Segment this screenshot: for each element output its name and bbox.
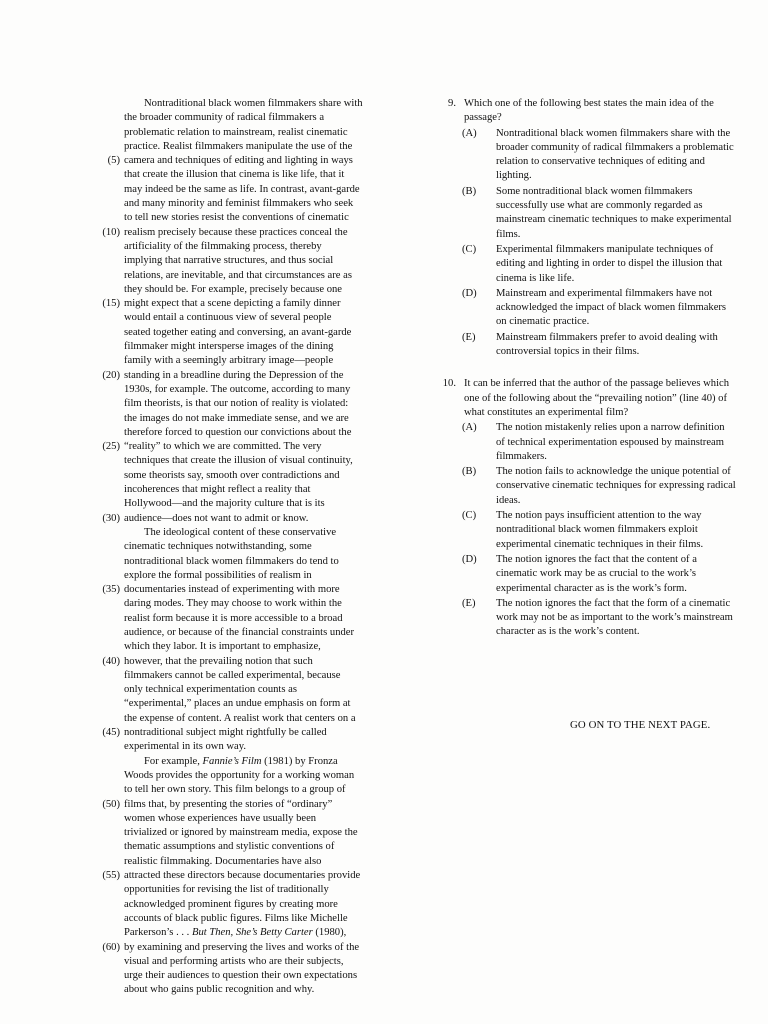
passage-line — [84, 369, 404, 383]
line-text — [124, 197, 353, 211]
line-text-segment: implying that narrative structures, and thus social — [124, 255, 334, 267]
line-text — [124, 354, 333, 368]
passage-line — [84, 211, 404, 225]
line-number: (60) — [102, 941, 120, 953]
line-text-segment: filmmaker might intersperse images of the dining — [124, 341, 334, 353]
passage-line — [84, 740, 404, 754]
line-number: (50) — [102, 798, 120, 810]
line-text — [124, 969, 357, 983]
passage-line — [84, 311, 404, 325]
line-text-segment: practice. Realist filmmakers manipulate the use of the — [124, 140, 353, 152]
passage-line — [84, 97, 404, 111]
line-text — [124, 440, 321, 454]
answer-choice[interactable] — [436, 553, 736, 596]
passage-line — [84, 354, 404, 368]
passage-line — [84, 383, 404, 397]
answer-choice[interactable] — [436, 421, 736, 464]
line-text-segment: only technical experimentation counts as — [124, 684, 297, 696]
line-text — [124, 640, 321, 654]
passage-line — [84, 855, 404, 869]
passage-line — [84, 140, 404, 154]
line-text — [124, 941, 359, 955]
line-text — [124, 126, 348, 140]
line-text — [124, 855, 321, 869]
passage-line — [84, 683, 404, 697]
question-stem — [436, 97, 736, 126]
line-text-segment: attracted these directors because documentaries provide — [124, 870, 361, 882]
line-text — [124, 697, 351, 711]
line-text-segment: documentaries instead of experimenting with more — [124, 584, 340, 596]
choice-text: The notion ignores the fact that the form of a cinematic work may not be as important to the work’s mainstream character as is the work’s content. — [496, 597, 733, 638]
line-text-segment: Nontraditional black women filmmakers share with — [144, 98, 363, 109]
answer-choice[interactable] — [436, 185, 736, 242]
line-number: (30) — [102, 512, 120, 524]
line-text — [124, 955, 343, 969]
line-text-segment: nontraditional black women filmmakers do tend to — [124, 555, 339, 567]
line-text-segment: “reality” to which we are committed. The very — [124, 441, 322, 453]
line-text-segment: filmmakers cannot be called experimental, because — [124, 669, 341, 681]
line-number: (55) — [102, 870, 120, 882]
line-text — [124, 926, 346, 940]
line-text — [124, 612, 343, 626]
line-number: (15) — [102, 298, 120, 310]
passage-line — [84, 540, 404, 554]
passage-line — [84, 254, 404, 268]
passage-line — [84, 840, 404, 854]
passage-line — [84, 955, 404, 969]
line-text-segment: (1981) by Fronza — [261, 755, 338, 767]
passage-line — [84, 755, 404, 769]
passage-line — [84, 926, 404, 940]
line-text — [124, 311, 331, 325]
question-text: It can be inferred that the author of the passage believes which one of the following about the “prevailing notion” (line 40) of what constitutes an experimental film? — [464, 378, 730, 418]
answer-choice[interactable] — [436, 509, 736, 552]
line-text — [124, 869, 360, 883]
line-text-segment: therefore forced to question our convictions about the — [124, 426, 352, 438]
answer-choice[interactable] — [436, 465, 736, 508]
line-text-segment: Woods provides the opportunity for a working woman — [124, 769, 355, 781]
passage-line — [84, 655, 404, 669]
passage-line — [84, 111, 404, 125]
choice-text: The notion pays insufficient attention to the way nontraditional black women filmmakers exploit experimental cinematic techniques in their films. — [496, 510, 704, 550]
question-9 — [436, 97, 736, 359]
passage-line — [84, 555, 404, 569]
line-text — [124, 712, 356, 726]
passage-line — [84, 769, 404, 783]
passage-line — [84, 626, 404, 640]
film-title: But Then, She’s Betty Carter — [191, 927, 313, 939]
line-text-segment: that create the illusion that cinema is like life, that it — [124, 169, 345, 181]
line-text-segment: 1930s, for example. The outcome, according to many — [124, 383, 351, 395]
line-text-segment: problematic relation to mainstream, realist cinematic — [124, 126, 348, 138]
line-text-segment: The ideological content of these conservative — [144, 526, 337, 538]
line-text — [124, 397, 348, 411]
choice-text: Some nontraditional black women filmmakers successfully use what are commonly regarded as mainstream cinematic techniques to make experimental films. — [496, 185, 732, 240]
line-text-segment: trivialized or ignored by mainstream media, expose the — [124, 827, 358, 839]
line-text-segment: may indeed be the same as life. In contrast, avant-garde — [124, 183, 360, 195]
choice-letter: (A) — [462, 422, 477, 434]
line-text-segment: the broader community of radical filmmakers a — [124, 112, 325, 124]
line-text-segment: the expense of content. A realist work that centers on a — [124, 712, 356, 724]
line-text — [124, 726, 327, 740]
passage-line — [84, 512, 404, 526]
passage-line — [84, 798, 404, 812]
line-text — [124, 798, 332, 812]
line-text-segment: would entail a continuous view of several people — [124, 312, 332, 324]
line-number: (45) — [102, 727, 120, 739]
line-text — [124, 583, 340, 597]
passage-line — [84, 826, 404, 840]
passage-line — [84, 969, 404, 983]
line-text — [124, 168, 344, 182]
line-text-segment: cinematic techniques notwithstanding, some — [124, 541, 312, 553]
line-text-segment: standing in a breadline during the Depression of the — [124, 369, 344, 381]
line-text — [124, 812, 316, 826]
line-text — [124, 426, 351, 440]
passage-line — [84, 697, 404, 711]
line-text — [124, 540, 312, 554]
choice-letter: (E) — [462, 331, 476, 343]
passage-line — [84, 226, 404, 240]
line-text — [124, 283, 342, 297]
choice-letter: (C) — [462, 510, 477, 522]
line-text — [124, 154, 353, 168]
film-title: Fannie’s Film — [202, 755, 262, 767]
line-text-segment: techniques that create the illusion of visual continuity, — [124, 455, 353, 467]
passage-line — [84, 469, 404, 483]
line-text — [124, 769, 354, 783]
line-text — [124, 840, 334, 854]
line-text-segment: by examining and preserving the lives and works of the — [124, 941, 360, 953]
passage-line — [84, 812, 404, 826]
passage-line — [84, 397, 404, 411]
passage-line — [84, 669, 404, 683]
line-text — [124, 626, 354, 640]
line-number: (35) — [102, 584, 120, 596]
passage-line — [84, 326, 404, 340]
go-on-notice: GO ON TO THE NEXT PAGE. — [570, 719, 711, 731]
line-text — [124, 983, 314, 997]
line-text — [124, 211, 349, 225]
line-text-segment: explore the formal possibilities of realism in — [124, 569, 312, 581]
line-text — [124, 898, 338, 912]
passage-line — [84, 883, 404, 897]
line-text — [124, 497, 325, 511]
line-text — [124, 683, 297, 697]
choice-letter: (C) — [462, 243, 477, 255]
question-10 — [436, 377, 736, 639]
line-text-segment: (1980), — [312, 927, 347, 939]
passage-line — [84, 454, 404, 468]
answer-choice[interactable] — [436, 287, 736, 330]
line-text — [124, 526, 336, 540]
line-text-segment: opportunities for revising the list of traditionally — [124, 884, 329, 896]
question-column — [436, 97, 736, 654]
passage-line — [84, 912, 404, 926]
passage-line — [84, 483, 404, 497]
line-text-segment: accounts of black public figures. Films like Michelle — [124, 912, 348, 924]
line-text — [124, 512, 308, 526]
line-text-segment: audience—does not want to admit or know. — [124, 512, 309, 524]
line-text-segment: about who gains public recognition and why. — [124, 984, 315, 996]
passage-line — [84, 783, 404, 797]
line-text-segment: seated together eating and conversing, an avant-garde — [124, 326, 352, 338]
line-text-segment: experimental in its own way. — [124, 741, 246, 753]
line-text — [124, 826, 358, 840]
line-number: (5) — [107, 155, 120, 167]
question-number: 10. — [442, 378, 456, 390]
line-text-segment: women whose experiences have usually been — [124, 812, 317, 824]
line-text — [124, 326, 351, 340]
reading-passage — [84, 97, 404, 998]
answer-choice[interactable] — [436, 597, 736, 640]
question-text: Which one of the following best states the main idea of the passage? — [464, 98, 714, 124]
line-text-segment: to tell her own story. This film belongs to a group of — [124, 784, 346, 796]
choice-text: The notion ignores the fact that the content of a cinematic work may be as crucial to the work’s experimental character as is the work’s form. — [496, 553, 697, 594]
line-text — [124, 269, 352, 283]
line-text — [124, 140, 352, 154]
passage-line — [84, 283, 404, 297]
line-text-segment: Hollywood—and the majority culture that is its — [124, 498, 325, 510]
line-text-segment: realist form because it is more accessible to a broad — [124, 612, 343, 624]
line-text — [124, 597, 342, 611]
choice-text: Mainstream filmmakers prefer to avoid dealing with controversial topics in their films. — [496, 331, 718, 358]
line-text — [124, 755, 338, 769]
line-text-segment: some theorists say, smooth over contradictions and — [124, 469, 340, 481]
passage-line — [84, 497, 404, 511]
line-text — [124, 97, 363, 111]
line-text-segment: artificiality of the filmmaking process, thereby — [124, 240, 322, 252]
line-text — [124, 912, 348, 926]
line-text-segment: they should be. For example, precisely because one — [124, 283, 342, 295]
line-text-segment: which they labor. It is important to emphasize, — [124, 641, 321, 653]
passage-line — [84, 126, 404, 140]
passage-line — [84, 526, 404, 540]
passage-line — [84, 597, 404, 611]
line-text — [124, 469, 340, 483]
passage-line — [84, 640, 404, 654]
passage-line — [84, 712, 404, 726]
passage-line — [84, 412, 404, 426]
passage-line — [84, 983, 404, 997]
line-text — [124, 783, 346, 797]
answer-choice[interactable] — [436, 127, 736, 184]
line-text — [124, 740, 246, 754]
answer-choice[interactable] — [436, 331, 736, 360]
passage-line — [84, 168, 404, 182]
line-text — [124, 297, 341, 311]
question-stem — [436, 377, 736, 420]
line-number: (25) — [102, 441, 120, 453]
passage-line — [84, 197, 404, 211]
line-text — [124, 254, 333, 268]
choice-text: Experimental filmmakers manipulate techniques of editing and lighting in order to dispel the illusion that cinema is like life. — [496, 243, 723, 284]
choice-letter: (A) — [462, 127, 477, 139]
line-text — [124, 226, 348, 240]
line-text-segment: acknowledged prominent figures by creating more — [124, 898, 338, 910]
line-text-segment: realism precisely because these practices conceal the — [124, 226, 348, 238]
choice-letter: (B) — [462, 185, 477, 197]
question-number: 9. — [448, 98, 456, 109]
passage-line — [84, 269, 404, 283]
answer-choice[interactable] — [436, 243, 736, 286]
passage-line — [84, 154, 404, 168]
line-text — [124, 183, 360, 197]
line-text — [124, 454, 353, 468]
line-text-segment: realistic filmmaking. Documentaries have also — [124, 855, 322, 867]
passage-line — [84, 183, 404, 197]
choice-text: The notion fails to acknowledge the unique potential of conservative cinematic techniques for expressing radical ideas. — [496, 466, 736, 506]
passage-line — [84, 440, 404, 454]
passage-line — [84, 240, 404, 254]
line-text — [124, 569, 312, 583]
line-text-segment: camera and techniques of editing and lighting in ways — [124, 155, 353, 167]
passage-line — [84, 583, 404, 597]
line-text-segment: relations, are inevitable, and that circumstances are as — [124, 269, 352, 281]
line-text-segment: Parkerson’s . . . — [124, 927, 192, 939]
line-text-segment: however, that the prevailing notion that such — [124, 655, 313, 667]
passage-line — [84, 297, 404, 311]
line-text-segment: films that, by presenting the stories of “ordinary” — [124, 798, 333, 810]
passage-line — [84, 898, 404, 912]
line-text-segment: daring modes. They may choose to work within the — [124, 598, 342, 610]
line-text-segment: For example, — [144, 755, 203, 767]
line-text — [124, 369, 343, 383]
choice-text: The notion mistakenly relies upon a narrow definition of technical experimentation espoused by mainstream filmmakers. — [496, 422, 725, 462]
line-text-segment: audience, or because of the financial constraints under — [124, 626, 355, 638]
line-number: (20) — [102, 369, 120, 381]
line-text-segment: might expect that a scene depicting a family dinner — [124, 298, 341, 310]
line-text — [124, 111, 324, 125]
passage-line — [84, 569, 404, 583]
line-text — [124, 340, 333, 354]
choice-letter: (E) — [462, 597, 476, 609]
line-text — [124, 412, 349, 426]
line-text — [124, 883, 329, 897]
line-text-segment: urge their audiences to question their own expectations — [124, 970, 358, 982]
line-text-segment: incoherences that might reflect a reality that — [124, 484, 311, 496]
choice-text: Mainstream and experimental filmmakers have not acknowledged the impact of black women filmmakers on cinematic practice. — [496, 287, 727, 328]
passage-line — [84, 726, 404, 740]
line-text — [124, 240, 322, 254]
passage-line — [84, 612, 404, 626]
line-text-segment: thematic assumptions and stylistic conventions of — [124, 841, 335, 853]
passage-line — [84, 941, 404, 955]
line-text-segment: film theorists, is that our notion of reality is violated: — [124, 398, 349, 410]
passage-line — [84, 426, 404, 440]
line-text-segment: family with a seemingly arbitrary image—people — [124, 355, 334, 367]
choice-letter: (D) — [462, 553, 477, 565]
line-text-segment: to tell new stories resist the conventions of cinematic — [124, 212, 349, 224]
choice-text: Nontraditional black women filmmakers share with the broader community of radical filmmakers a problematic relation to conservative techniques of editing and lighting. — [496, 127, 734, 182]
line-text-segment: and many minority and feminist filmmakers who seek — [124, 198, 354, 210]
line-text — [124, 483, 310, 497]
line-text — [124, 383, 350, 397]
line-text-segment: the images do not make immediate sense, and we are — [124, 412, 349, 424]
line-text-segment: “experimental,” places an undue emphasis on form at — [124, 698, 351, 710]
choice-letter: (D) — [462, 287, 477, 299]
passage-line — [84, 340, 404, 354]
choice-letter: (B) — [462, 466, 477, 478]
line-text-segment: visual and performing artists who are their subjects, — [124, 955, 344, 967]
line-text-segment: nontraditional subject might rightfully be called — [124, 727, 327, 739]
line-number: (40) — [102, 655, 120, 667]
line-text — [124, 555, 339, 569]
line-text — [124, 655, 313, 669]
line-number: (10) — [102, 226, 120, 238]
line-text — [124, 669, 340, 683]
passage-line — [84, 869, 404, 883]
